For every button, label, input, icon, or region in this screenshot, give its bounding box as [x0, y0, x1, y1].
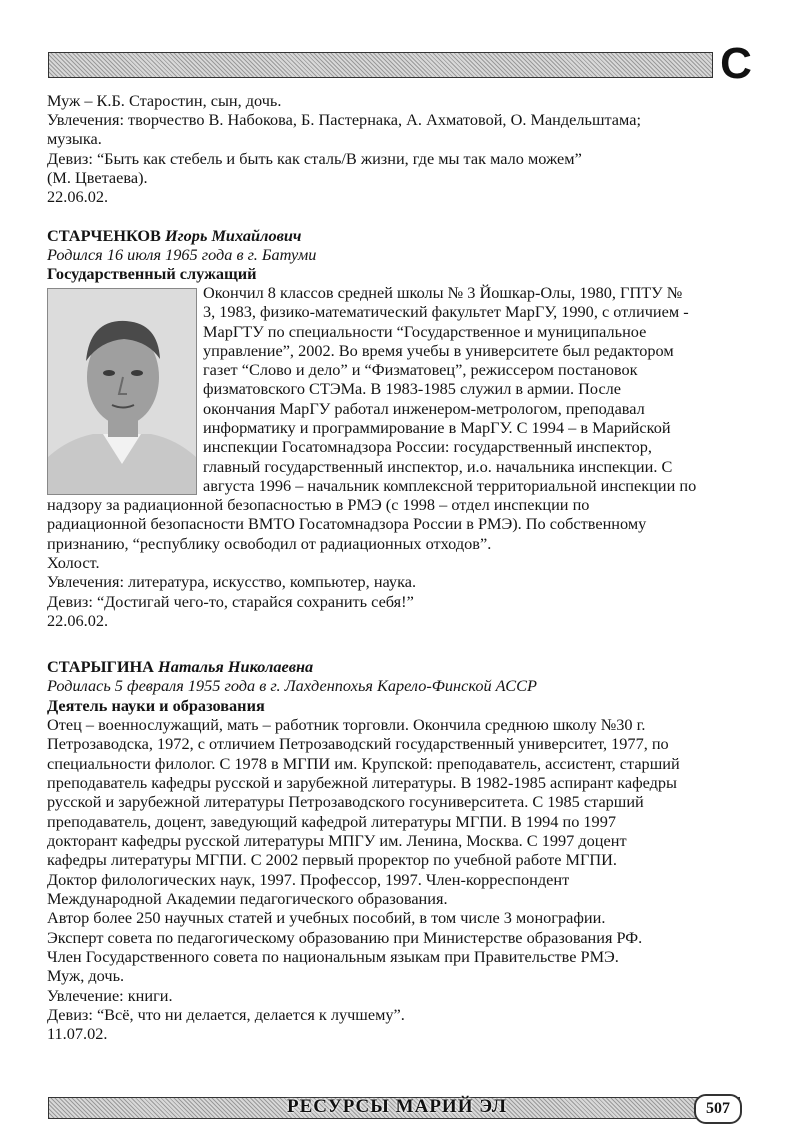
entry-profession: Деятель науки и образования — [47, 696, 265, 715]
text-line: музыка. — [47, 129, 102, 148]
bio-line: Автор более 250 научных статей и учебных пособий, в том числе 3 монографии. — [47, 908, 606, 927]
bio-line: Увлечение: книги. — [47, 986, 173, 1005]
bio-line: специальности филолог. С 1978 в МГПИ им. Крупской: преподаватель, ассистент, старший — [47, 754, 680, 773]
text-line: 22.06.02. — [47, 611, 109, 630]
bio-line: информатику и программирование в МарГУ. С 1994 – в Марийской — [203, 418, 671, 437]
bio-line: главный государственный инспектор, и.о. начальника инспекции. С — [203, 457, 673, 476]
bio-line: кафедры литературы МГПИ. С 2002 первый проректор по учебной работе МГПИ. — [47, 850, 617, 869]
bio-line: августа 1996 – начальник комплексной территориальной инспекции по — [203, 476, 697, 495]
entry-name — [47, 657, 313, 676]
text-line: Муж – К.Б. Старостин, сын, дочь. — [47, 91, 282, 110]
bio-line: 3, 1983, физико-математический факультет МарГУ, 1990, с отличием - — [203, 302, 689, 321]
entry-name — [47, 226, 301, 245]
bio-line: докторант кафедры русской литературы МПГУ им. Ленина, Москва. С 1997 доцент — [47, 831, 627, 850]
portrait-image — [48, 289, 196, 494]
text-line: Девиз: “Быть как стебель и быть как сталь/В жизни, где мы так мало можем” — [47, 149, 582, 168]
text-line: Холост. — [47, 553, 100, 572]
bio-line: Окончил 8 классов средней школы № 3 Йошкар-Олы, 1980, ГПТУ № — [203, 283, 683, 302]
entry-given-name: Наталья Николаевна — [158, 657, 314, 676]
bio-line: преподаватель, доцент, заведующий кафедрой литературы МГПИ. В 1994 по 1997 — [47, 812, 616, 831]
bio-line: физматовского СТЭМа. В 1983-1985 служил в армии. После — [203, 379, 622, 398]
text-line: Увлечения: творчество В. Набокова, Б. Пастернака, А. Ахматовой, О. Мандельштама; — [47, 110, 641, 129]
text-line: 22.06.02. — [47, 187, 109, 206]
footer-title: РЕСУРСЫ МАРИЙ ЭЛ — [287, 1096, 508, 1117]
bio-line: МарГТУ по специальности “Государственное и муниципальное — [203, 322, 647, 341]
bio-line: Эксперт совета по педагогическому образованию при Министерстве образования РФ. — [47, 928, 643, 947]
entry-profession: Государственный служащий — [47, 264, 257, 283]
bio-line: надзору за радиационной безопасностью в РМЭ (с 1998 – отдел инспекции по — [47, 495, 590, 514]
bio-line: 11.07.02. — [47, 1024, 108, 1043]
bio-line: радиационной безопасности ВМТО Госатомнадзора России в РМЭ). По собственному — [47, 514, 647, 533]
entry-birth: Родился 16 июля 1965 года в г. Батуми — [47, 245, 317, 264]
entry-given-name: Игорь Михайлович — [164, 226, 302, 245]
bio-line: признанию, “республику освободил от радиационных отходов”. — [47, 534, 492, 553]
bio-line: Доктор филологических наук, 1997. Профессор, 1997. Член-корреспондент — [47, 870, 570, 889]
bio-line: Международной Академии педагогического образования. — [47, 889, 448, 908]
bio-line: преподаватель кафедры русской и зарубежной литературы. В 1982-1985 аспирант кафедры — [47, 773, 677, 792]
bio-line: Девиз: “Всё, что ни делается, делается к лучшему”. — [47, 1005, 405, 1024]
text-line: Девиз: “Достигай чего-то, старайся сохранить себя!” — [47, 592, 414, 611]
text-line: Увлечения: литература, искусство, компьютер, наука. — [47, 572, 417, 591]
header-bar — [48, 52, 713, 78]
text-line: (М. Цветаева). — [47, 168, 148, 187]
entry-surname: СТАРЧЕНКОВ — [47, 226, 161, 245]
bio-line: Член Государственного совета по национальным языкам при Правительстве РМЭ. — [47, 947, 619, 966]
section-letter: С — [720, 39, 752, 88]
bio-line: Муж, дочь. — [47, 966, 125, 985]
portrait-photo — [47, 288, 197, 495]
bio-line: Отец – военнослужащий, мать – работник торговли. Окончила среднюю школу №30 г. — [47, 715, 646, 734]
bio-line: Петрозаводска, 1972, с отличием Петрозаводский государственный университет, 1977, по — [47, 734, 669, 753]
bio-line: инспекции Госатомнадзора России: государственный инспектор, — [203, 437, 652, 456]
bio-line: газет “Слово и дело” и “Физматовец”, режиссером постановок — [203, 360, 638, 379]
entry-surname: СТАРЫГИНА — [47, 657, 154, 676]
bio-line: окончания МарГУ работал инженером-метрологом, преподавал — [203, 399, 645, 418]
page-number: 507 — [694, 1094, 742, 1124]
bio-line: управление”, 2002. Во время учебы в университете был редактором — [203, 341, 674, 360]
bio-line: русской и зарубежной литературы Петрозаводского госуниверситета. С 1985 старший — [47, 792, 644, 811]
entry-birth: Родилась 5 февраля 1955 года в г. Лахденпохья Карело-Финской АССР — [47, 676, 537, 695]
